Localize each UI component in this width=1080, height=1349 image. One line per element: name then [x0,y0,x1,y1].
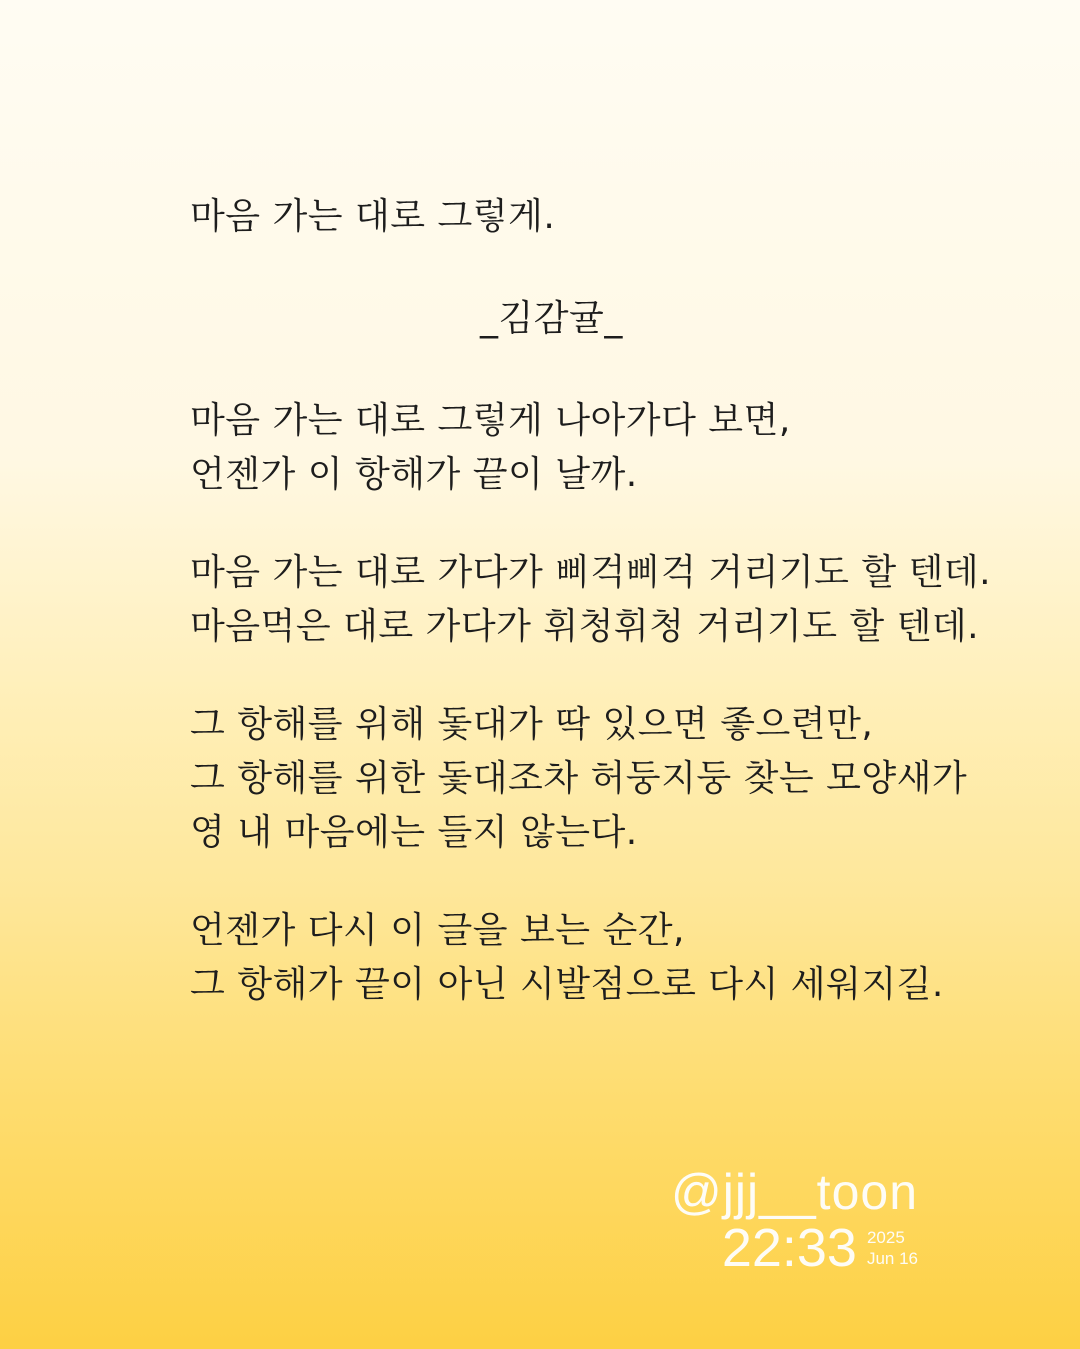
poem-line: 마음 가는 대로 그렇게 나아가다 보면, [190,400,791,441]
watermark-date [867,1227,918,1269]
poem-line: 그 항해가 끝이 아닌 시발점으로 다시 세워지길. [190,964,944,1005]
poem-line: 그 항해를 위한 돛대조차 허둥지둥 찾는 모양새가 [190,758,968,799]
poem-line: 언젠가 다시 이 글을 보는 순간, [190,910,685,951]
poem-line: 영 내 마음에는 들지 않는다. [190,812,638,853]
poem-title: 마음 가는 대로 그렇게. [190,196,556,237]
stanza [190,904,990,1012]
poem-author: _김감귤_ [480,298,623,339]
watermark-timestamp [671,1218,918,1278]
watermark [671,1160,918,1278]
poem-line: 마음먹은 대로 가다가 휘청휘청 거리기도 할 텐데. [190,606,980,647]
stanza [190,698,990,860]
watermark-year: 2025 [866,1228,905,1247]
poem-line: 그 항해를 위해 돛대가 딱 있으면 좋으련만, [190,704,874,745]
watermark-handle: @jjj__toon [670,1164,918,1220]
poem-line: 언젠가 이 항해가 끝이 날까. [190,454,638,495]
stanza [190,546,990,654]
poem-line: 마음 가는 대로 가다가 삐걱삐걱 거리기도 할 텐데. [190,552,992,593]
watermark-time: 22:33 [721,1218,857,1278]
poem [190,190,990,1012]
watermark-day: Jun 16 [866,1249,918,1268]
stanza [190,394,990,502]
